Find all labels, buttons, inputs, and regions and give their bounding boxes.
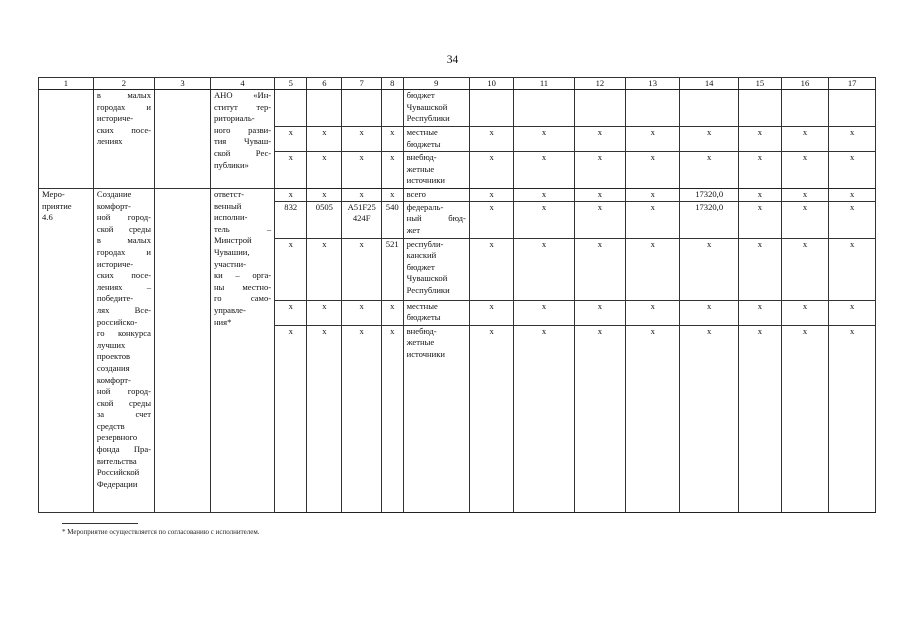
grbs-code: x bbox=[275, 152, 307, 189]
funding-source-line: местные bbox=[406, 300, 438, 311]
measure-name-line: городах и bbox=[96, 246, 151, 257]
year-value: x bbox=[574, 238, 626, 300]
measure-name-line: за счет bbox=[96, 409, 151, 420]
table-row bbox=[39, 90, 876, 127]
funding-source bbox=[403, 152, 469, 189]
executor-line: Минстрой bbox=[213, 235, 252, 246]
expense-type-code: 521 bbox=[381, 238, 403, 300]
year-value: x bbox=[739, 238, 781, 300]
column-3-cell bbox=[155, 189, 211, 513]
executor-line: ститут тер- bbox=[213, 101, 272, 112]
column-number-11: 11 bbox=[514, 78, 574, 90]
year-value: x bbox=[680, 238, 739, 300]
year-value: x bbox=[781, 238, 829, 300]
year-value: x bbox=[739, 152, 781, 189]
measure-name-line: комфорт- bbox=[96, 200, 131, 211]
executor-line: тия Чуваш- bbox=[213, 136, 272, 147]
measure-name-line: го конкурса bbox=[96, 328, 151, 339]
measure-name-line: ной город- bbox=[96, 386, 151, 397]
column-number-12: 12 bbox=[574, 78, 626, 90]
funding-source bbox=[403, 201, 469, 238]
grbs-code: x bbox=[275, 127, 307, 152]
column-number-3: 3 bbox=[155, 78, 211, 90]
footnote-rule bbox=[62, 523, 138, 524]
year-value: x bbox=[829, 325, 876, 512]
column-number-8: 8 bbox=[381, 78, 403, 90]
expense-type-code: x bbox=[381, 300, 403, 325]
year-value: x bbox=[514, 127, 574, 152]
measure-name-line: комфорт- bbox=[96, 374, 131, 385]
year-value: x bbox=[574, 189, 626, 202]
executor-line: ны местно- bbox=[213, 281, 272, 292]
target-article-code: x bbox=[342, 152, 381, 189]
year-value: x bbox=[829, 127, 876, 152]
target-article-code: x bbox=[342, 300, 381, 325]
year-value: x bbox=[514, 238, 574, 300]
year-value: x bbox=[680, 300, 739, 325]
column-number-9: 9 bbox=[403, 78, 469, 90]
funding-source-line: местные bbox=[406, 127, 438, 137]
expense-type-code: x bbox=[381, 152, 403, 189]
funding-source-line: Чувашской bbox=[406, 273, 448, 284]
table-row bbox=[39, 189, 876, 202]
expense-type-code: x bbox=[381, 127, 403, 152]
funding-source-line: бюджет bbox=[406, 261, 435, 272]
measure-label bbox=[39, 90, 94, 189]
measure-name-line: вительства bbox=[96, 455, 137, 466]
column-number-10: 10 bbox=[469, 78, 514, 90]
year-value: x bbox=[626, 152, 680, 189]
funding-source-line: бюджет bbox=[406, 90, 435, 100]
section-code bbox=[307, 90, 342, 127]
measure-name-line: городах и bbox=[96, 101, 151, 112]
executor-line: ного разви- bbox=[213, 124, 272, 135]
column-number-14: 14 bbox=[680, 78, 739, 90]
column-number-1: 1 bbox=[39, 78, 94, 90]
executor-line: участни- bbox=[213, 258, 247, 269]
measure-name-line: Российской bbox=[96, 467, 140, 478]
year-value: x bbox=[626, 127, 680, 152]
grbs-code: 832 bbox=[275, 201, 307, 238]
measure-name bbox=[93, 189, 154, 513]
executor-line: исполни- bbox=[213, 212, 248, 223]
year-value: x bbox=[574, 325, 626, 512]
year-value bbox=[781, 90, 829, 127]
funding-source-line: всего bbox=[406, 189, 426, 199]
year-value: x bbox=[469, 238, 514, 300]
measure-name-line: средств bbox=[96, 420, 125, 431]
grbs-code: x bbox=[275, 238, 307, 300]
executor-line: ответст- bbox=[213, 189, 244, 199]
year-value: x bbox=[626, 238, 680, 300]
year-value: x bbox=[781, 325, 829, 512]
executor-line: АНО «Ин- bbox=[213, 90, 272, 100]
column-number-4: 4 bbox=[210, 78, 274, 90]
year-value: x bbox=[781, 152, 829, 189]
year-value: x bbox=[626, 325, 680, 512]
measure-name-line: ской среды bbox=[96, 223, 151, 234]
measure-name-line: историче- bbox=[96, 113, 134, 124]
year-value: x bbox=[626, 201, 680, 238]
year-value: x bbox=[829, 189, 876, 202]
year-value: x bbox=[829, 300, 876, 325]
year-value: x bbox=[469, 189, 514, 202]
year-value: x bbox=[469, 300, 514, 325]
funding-source bbox=[403, 90, 469, 127]
budget-table bbox=[38, 77, 876, 513]
year-value: x bbox=[574, 300, 626, 325]
executor-line: го само- bbox=[213, 293, 272, 304]
funding-source-line: внебюд- bbox=[406, 325, 437, 336]
year-value: x bbox=[739, 189, 781, 202]
executor-line: ской Рес- bbox=[213, 147, 272, 158]
year-value: x bbox=[626, 189, 680, 202]
column-number-17: 17 bbox=[829, 78, 876, 90]
year-value: x bbox=[829, 152, 876, 189]
section-code: x bbox=[307, 300, 342, 325]
year-value: x bbox=[781, 127, 829, 152]
column-number-6: 6 bbox=[307, 78, 342, 90]
column-number-16: 16 bbox=[781, 78, 829, 90]
year-value: x bbox=[469, 201, 514, 238]
section-code: x bbox=[307, 325, 342, 512]
executor-line: публики» bbox=[213, 159, 249, 170]
year-value bbox=[829, 90, 876, 127]
funding-source-line: жет bbox=[406, 224, 420, 235]
year-value: x bbox=[574, 152, 626, 189]
measure-name bbox=[93, 90, 154, 189]
year-value: x bbox=[680, 325, 739, 512]
executor-line: тель – bbox=[213, 223, 272, 234]
expense-type-code: 540 bbox=[381, 201, 403, 238]
measure-label-line: Меро- bbox=[42, 189, 65, 199]
year-value: x bbox=[680, 127, 739, 152]
measure-name-line: победите- bbox=[96, 293, 134, 304]
section-code: 0505 bbox=[307, 201, 342, 238]
year-value: x bbox=[739, 127, 781, 152]
year-value: x bbox=[574, 201, 626, 238]
executor-line: управле- bbox=[213, 304, 246, 315]
year-value: x bbox=[514, 325, 574, 512]
funding-source-line: Республики bbox=[406, 113, 450, 124]
funding-source-line: бюджеты bbox=[406, 312, 441, 323]
target-article-code bbox=[342, 90, 381, 127]
funding-source-line: Чувашской bbox=[406, 101, 448, 112]
year-value bbox=[469, 90, 514, 127]
section-code: x bbox=[307, 127, 342, 152]
year-value: x bbox=[574, 127, 626, 152]
year-value bbox=[739, 90, 781, 127]
column-number-13: 13 bbox=[626, 78, 680, 90]
grbs-code: x bbox=[275, 189, 307, 202]
funding-source-line: республи- bbox=[406, 238, 444, 249]
expense-type-code: x bbox=[381, 325, 403, 512]
funding-source-line: Республики bbox=[406, 284, 450, 295]
measure-name-line: лучших bbox=[96, 339, 126, 350]
column-3-cell bbox=[155, 90, 211, 189]
executor-line: венный bbox=[213, 200, 242, 211]
column-number-15: 15 bbox=[739, 78, 781, 90]
measure-label-line: приятие bbox=[42, 200, 72, 211]
year-value: x bbox=[829, 238, 876, 300]
measure-name-line: лениях bbox=[96, 136, 123, 147]
year-value: x bbox=[514, 189, 574, 202]
measure-name-line: фонда Пра- bbox=[96, 444, 151, 455]
measure-name-line: лениях – bbox=[96, 281, 151, 292]
funding-source-line: бюджеты bbox=[406, 138, 441, 149]
year-value: x bbox=[680, 152, 739, 189]
measure-name-line: ских посе- bbox=[96, 124, 151, 135]
executor-line: ки – орга- bbox=[213, 270, 272, 281]
year-value: x bbox=[739, 201, 781, 238]
target-article-code: x bbox=[342, 325, 381, 512]
target-article-code: x bbox=[342, 238, 381, 300]
measure-name-line: лях Все- bbox=[96, 304, 151, 315]
year-value: x bbox=[469, 127, 514, 152]
executor-line: риториаль- bbox=[213, 113, 255, 124]
year-value: x bbox=[739, 300, 781, 325]
executor bbox=[210, 189, 274, 513]
section-code: x bbox=[307, 238, 342, 300]
executor-line: ния* bbox=[213, 316, 232, 327]
funding-source-line: канский bbox=[406, 250, 437, 261]
grbs-code: x bbox=[275, 300, 307, 325]
funding-source-line: источники bbox=[406, 348, 446, 359]
measure-name-line: ной город- bbox=[96, 212, 151, 223]
funding-source bbox=[403, 238, 469, 300]
year-value bbox=[680, 90, 739, 127]
year-value: x bbox=[739, 325, 781, 512]
measure-name-line: в малых bbox=[96, 90, 151, 100]
column-number-5: 5 bbox=[275, 78, 307, 90]
measure-label-line: 4.6 bbox=[42, 212, 53, 223]
funding-source bbox=[403, 189, 469, 202]
column-number-2: 2 bbox=[93, 78, 154, 90]
executor bbox=[210, 90, 274, 189]
expense-type-code bbox=[381, 90, 403, 127]
year-value: x bbox=[829, 201, 876, 238]
page-number: 34 bbox=[446, 54, 459, 66]
target-article-code: x bbox=[342, 189, 381, 202]
footnote: * Мероприятие осуществляется по согласованию с исполнителем. bbox=[62, 528, 260, 536]
year-value: x bbox=[514, 152, 574, 189]
grbs-code: x bbox=[275, 325, 307, 512]
measure-name-line: создания bbox=[96, 362, 130, 373]
year-value: x bbox=[514, 300, 574, 325]
year-value: x bbox=[781, 300, 829, 325]
year-value: 17320,0 bbox=[680, 201, 739, 238]
measure-name-line: ской среды bbox=[96, 397, 151, 408]
measure-name-line: историче- bbox=[96, 258, 134, 269]
year-value: x bbox=[469, 325, 514, 512]
year-value bbox=[514, 90, 574, 127]
year-value: x bbox=[626, 300, 680, 325]
funding-source-line: источники bbox=[406, 175, 446, 186]
funding-source-line: внебюд- bbox=[406, 152, 437, 162]
executor-line: Чувашии, bbox=[213, 246, 250, 257]
funding-source bbox=[403, 300, 469, 325]
measure-name-line: российско- bbox=[96, 316, 138, 327]
funding-source-line: жетные bbox=[406, 337, 435, 348]
year-value: 17320,0 bbox=[680, 189, 739, 202]
expense-type-code: x bbox=[381, 189, 403, 202]
measure-name-line: в малых bbox=[96, 235, 151, 246]
measure-name-line: Федерации bbox=[96, 478, 138, 489]
year-value: x bbox=[781, 189, 829, 202]
measure-name-line: резервного bbox=[96, 432, 138, 443]
funding-source-line: федераль- bbox=[406, 201, 444, 212]
measure-label bbox=[39, 189, 94, 513]
section-code: x bbox=[307, 189, 342, 202]
funding-source-line: жетные bbox=[406, 163, 435, 174]
year-value: x bbox=[469, 152, 514, 189]
year-value bbox=[574, 90, 626, 127]
grbs-code bbox=[275, 90, 307, 127]
column-number-7: 7 bbox=[342, 78, 381, 90]
column-number-row bbox=[39, 78, 876, 90]
measure-name-line: ских посе- bbox=[96, 270, 151, 281]
section-code: x bbox=[307, 152, 342, 189]
year-value: x bbox=[781, 201, 829, 238]
target-article-code: A51F25 424F bbox=[342, 201, 381, 238]
funding-source bbox=[403, 325, 469, 512]
measure-name-line: проектов bbox=[96, 351, 131, 362]
year-value bbox=[626, 90, 680, 127]
measure-name-line: Создание bbox=[96, 189, 132, 199]
year-value: x bbox=[514, 201, 574, 238]
funding-source-line: ный бюд- bbox=[406, 213, 466, 224]
target-article-code: x bbox=[342, 127, 381, 152]
funding-source bbox=[403, 127, 469, 152]
